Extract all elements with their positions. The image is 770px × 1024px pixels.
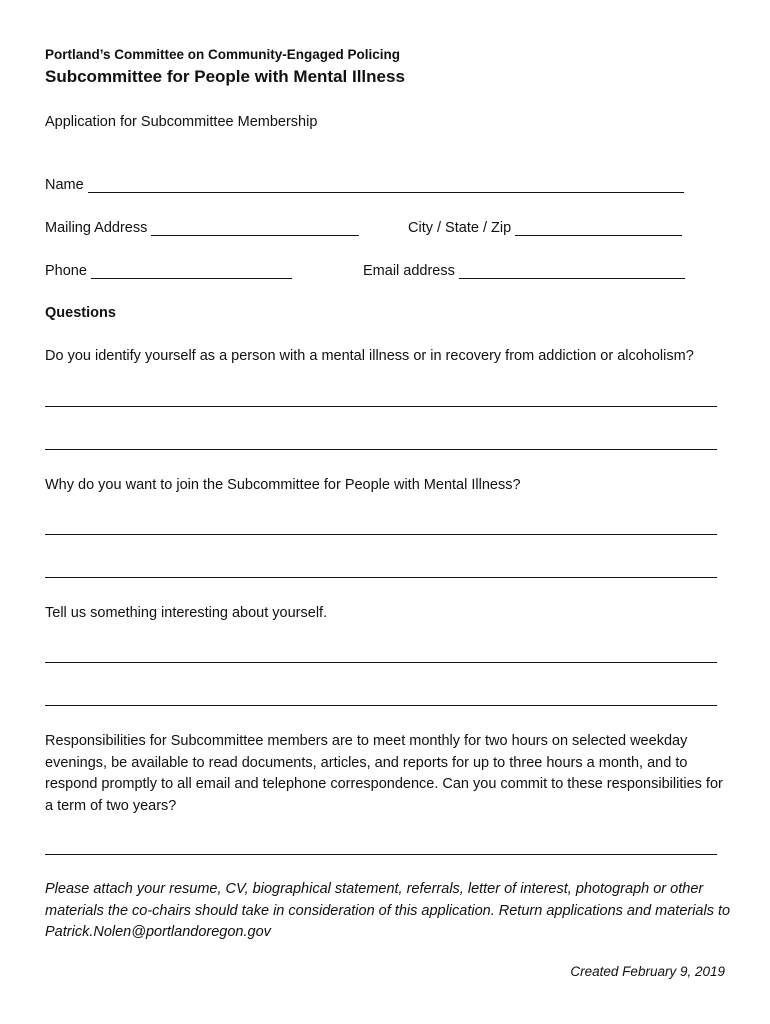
mailing-address-field-row — [45, 220, 359, 236]
phone-field-row — [45, 263, 292, 279]
city-state-zip-field-row — [408, 220, 682, 236]
question-1-answer-line-2[interactable] — [45, 449, 717, 450]
name-input-line[interactable] — [88, 178, 684, 193]
question-4-answer-line[interactable] — [45, 854, 717, 855]
city-state-zip-label: City / State / Zip — [408, 220, 512, 236]
phone-input-line[interactable] — [91, 264, 292, 279]
email-input-line[interactable] — [459, 264, 685, 279]
questions-heading: Questions — [45, 305, 116, 321]
organization-name: Portland’s Committee on Community-Engaged Policing — [45, 47, 401, 62]
question-1: Do you identify yourself as a person with a mental illness or in recovery from addiction or alcoholism? — [45, 348, 694, 364]
question-3: Tell us something interesting about yourself. — [45, 605, 328, 621]
name-label: Name — [45, 177, 84, 193]
form-subtitle: Application for Subcommittee Membership — [45, 114, 318, 130]
email-label: Email address — [363, 263, 455, 279]
attachment-instructions: Please attach your resume, CV, biographical statement, referrals, letter of interest, photograph or other materials the co-chairs should take in consideration of this application. Return applications and materials to Patrick.Nolen@portlandoregon.gov — [45, 881, 731, 940]
question-3-answer-line-2[interactable] — [45, 705, 717, 706]
name-field-row — [45, 177, 684, 193]
question-1-answer-line-1[interactable] — [45, 406, 717, 407]
form-title: Subcommittee for People with Mental Illness — [45, 67, 405, 86]
phone-label: Phone — [45, 263, 87, 279]
mailing-address-input-line[interactable] — [151, 221, 359, 236]
question-4: Responsibilities for Subcommittee members are to meet monthly for two hours on selected weekday evenings, be available to read documents, articles, and reports for up to three hours a month, and to respond promptly to all email and telephone correspondence. Can you commit to these responsibilities for a term of two years? — [45, 733, 723, 814]
question-2-answer-line-2[interactable] — [45, 577, 717, 578]
city-state-zip-input-line[interactable] — [515, 221, 682, 236]
question-3-answer-line-1[interactable] — [45, 662, 717, 663]
email-field-row — [363, 263, 685, 279]
question-2: Why do you want to join the Subcommittee for People with Mental Illness? — [45, 477, 521, 493]
created-date: Created February 9, 2019 — [570, 964, 725, 979]
question-2-answer-line-1[interactable] — [45, 534, 717, 535]
mailing-address-label: Mailing Address — [45, 220, 148, 236]
